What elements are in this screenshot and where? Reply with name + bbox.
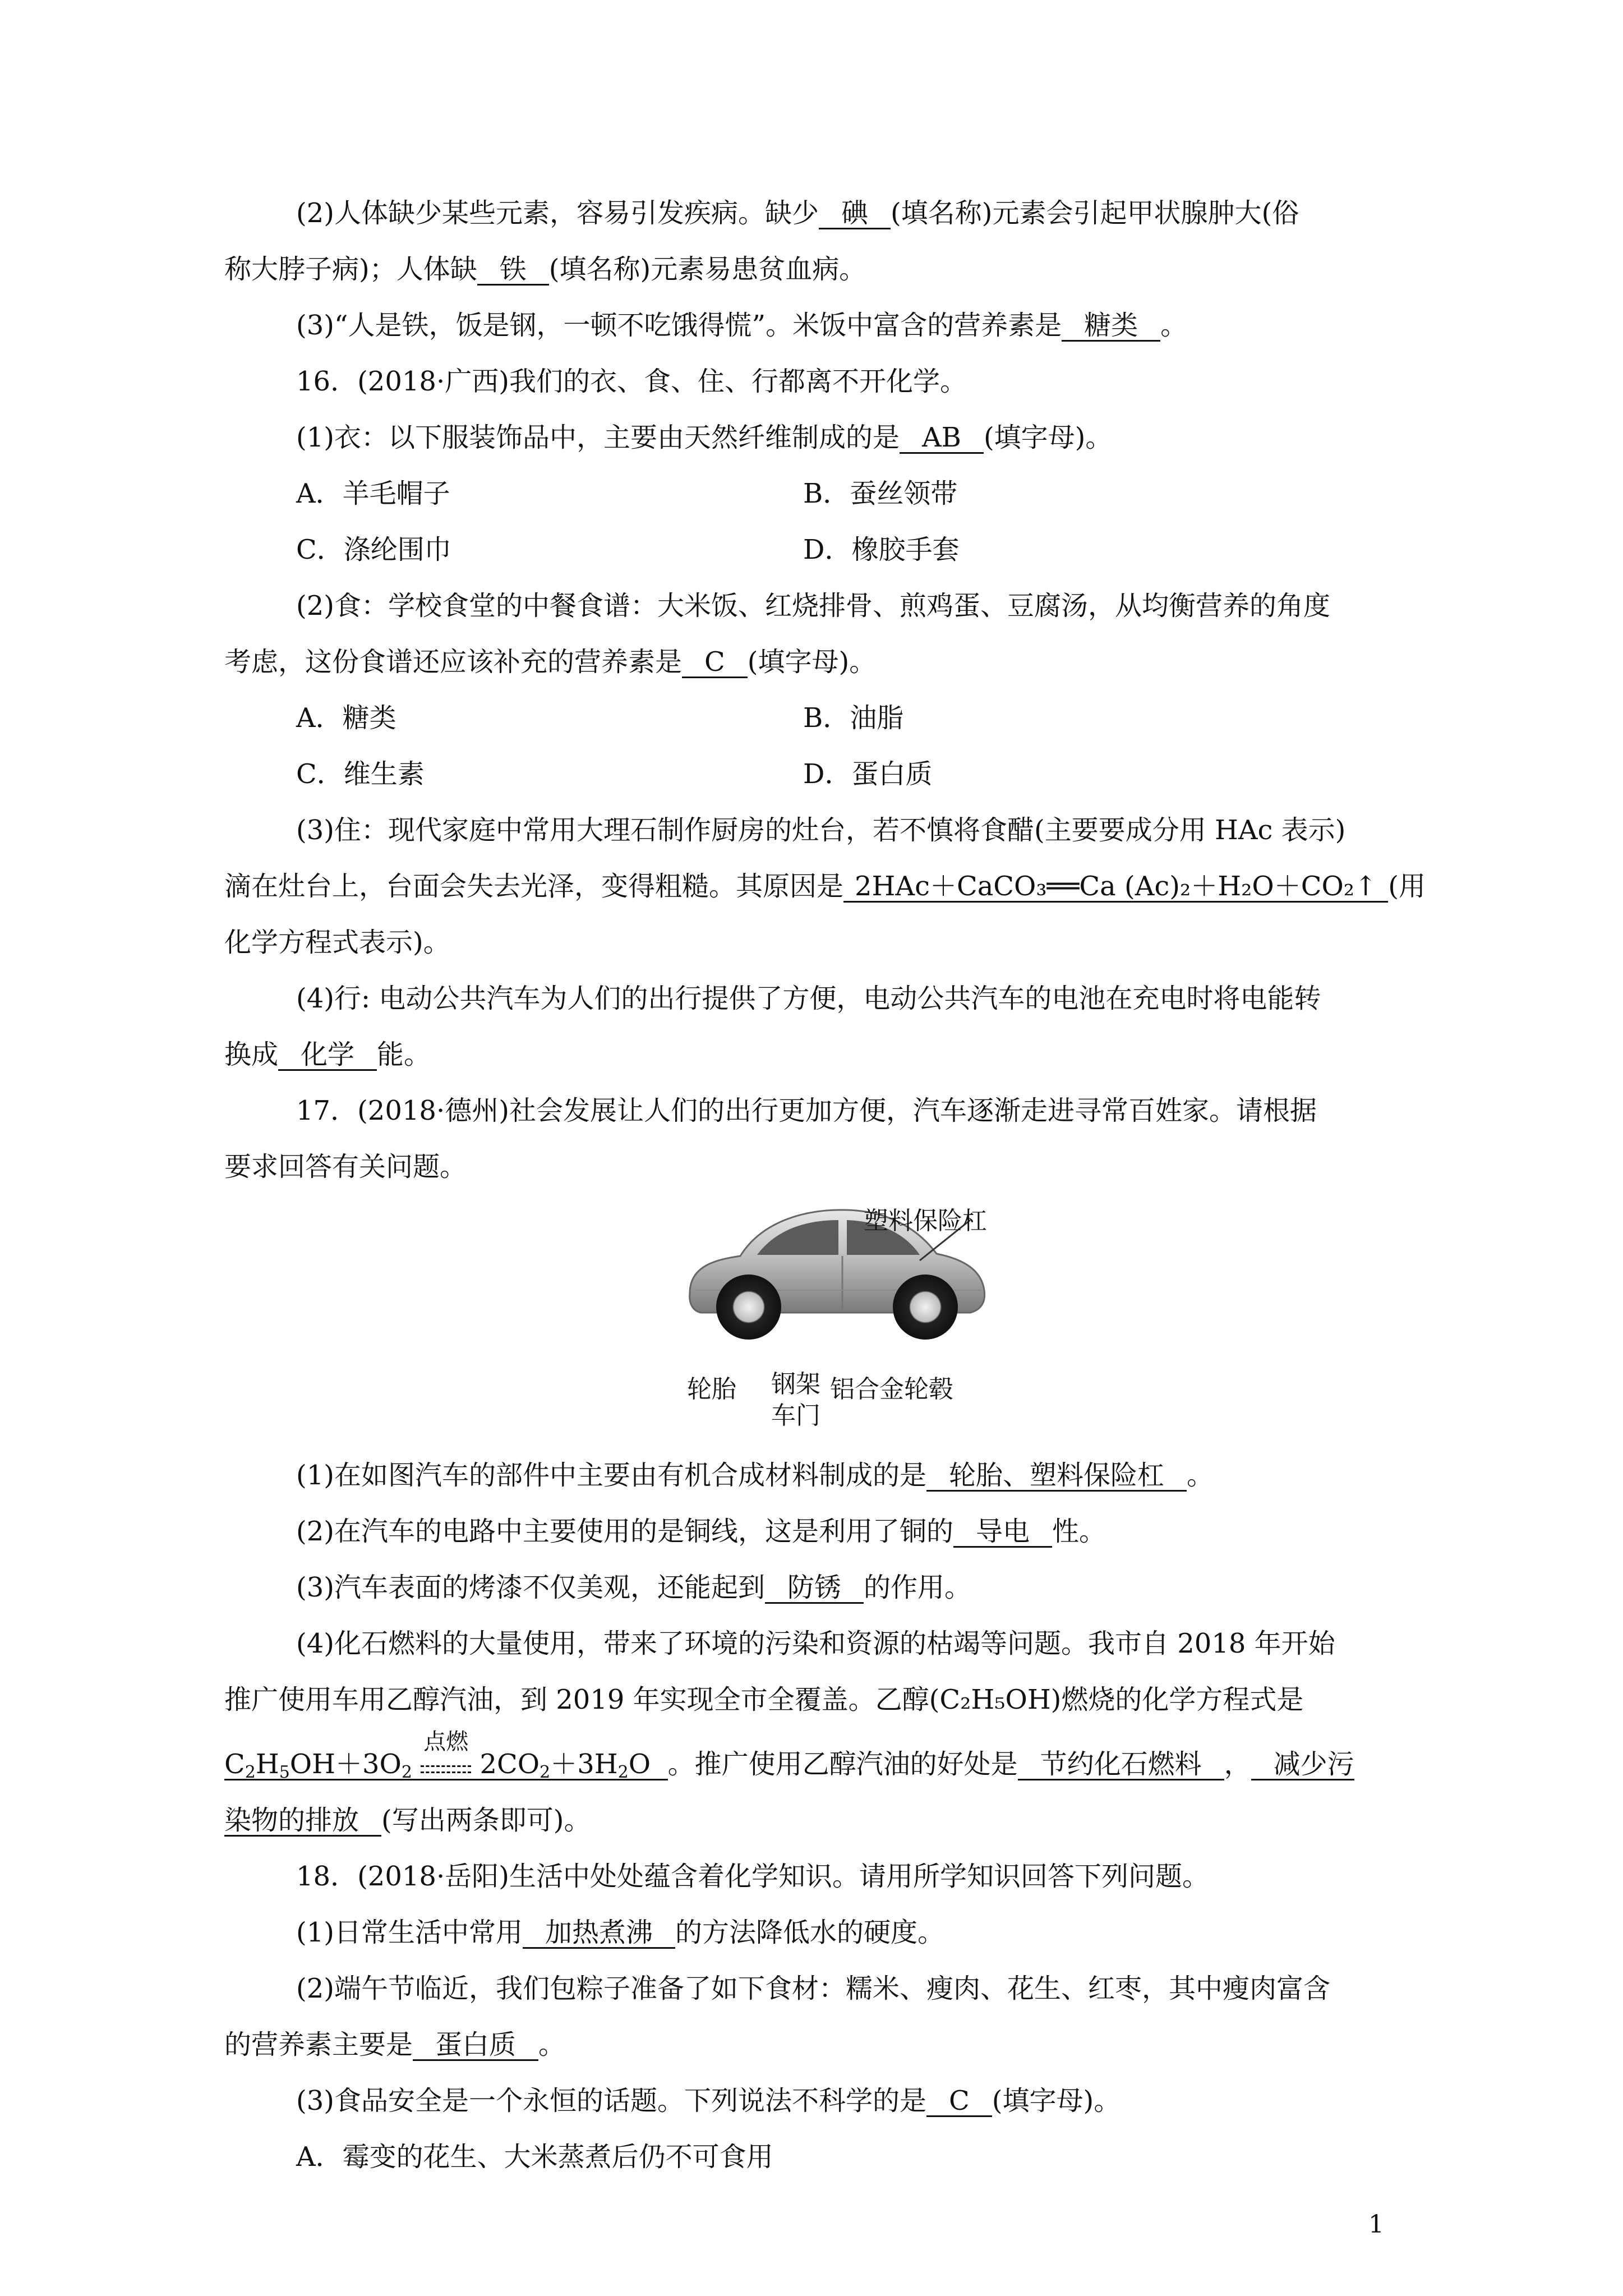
answer-blank: 加热煮沸 (523, 1918, 675, 1949)
q17-part4-line4: 染物的排放 (写出两条即可)。 (224, 1805, 591, 1836)
q17-stem-line2: 要求回答有关问题。 (224, 1151, 467, 1182)
q18-stem: 18．(2018·岳阳)生活中处处蕴含着化学知识。请用所学知识回答下列问题。 (296, 1861, 1209, 1892)
answer-blank: C (682, 647, 748, 678)
q16-part3-line3: 化学方程式表示)。 (224, 927, 450, 958)
q16-stem: 16．(2018·广西)我们的衣、食、住、行都离不开化学。 (296, 366, 967, 397)
answer-blank: AB (900, 423, 984, 454)
q17-part2: (2)在汽车的电路中主要使用的是铜线，这是利用了铜的 导电 性。 (296, 1516, 1106, 1547)
answer-blank: 蛋白质 (413, 2030, 538, 2061)
answer-blank: 减少污 (1251, 1750, 1354, 1780)
q18-part2-line1: (2)端午节临近，我们包粽子准备了如下食材：糯米、瘦肉、花生、红枣，其中瘦肉富含 (296, 1973, 1330, 2004)
answer-blank: 防锈 (765, 1573, 864, 1604)
q16-option-d: D．橡胶手套 (803, 534, 960, 565)
label-steel-door: 钢架 车门 (771, 1370, 820, 1430)
q16-part2-line1: (2)食：学校食堂的中餐食谱：大米饭、红烧排骨、煎鸡蛋、豆腐汤，从均衡营养的角度 (296, 590, 1330, 622)
answer-blank: 节约化石燃料 (1018, 1750, 1224, 1780)
q16-part2-line2: 考虑，这份食谱还应该补充的营养素是 C (填字母)。 (224, 646, 877, 678)
q16-option-b: B．蚕丝领带 (803, 478, 958, 509)
q16-p2-option-c: C．维生素 (296, 758, 425, 790)
q17-part4-line3: $C_2H_5OH+3O_2$ 点燃 $2CO_2+3H_2O$ 。推广使用乙醇汽油的好处是 节约化石燃料 ， 减少污 (224, 1729, 1354, 1782)
label-plastic-bumper: 塑料保险杠 (864, 1207, 987, 1235)
ethanol-equation: $C_2H_5OH+3O_2$ 点燃 $2CO_2+3H_2O$ (224, 1729, 668, 1782)
q16-part4-line2: 换成 化学 能。 (224, 1039, 431, 1070)
q16-part3-line1: (3)住：现代家庭中常用大理石制作厨房的灶台，若不慎将食醋(主要要成分用 HAc 表示) (296, 815, 1346, 846)
q16-p2-option-d: D．蛋白质 (803, 758, 933, 790)
label-tire: 轮胎 (687, 1375, 736, 1404)
answer-blank: 铁 (477, 255, 549, 286)
answer-blank: 导电 (953, 1517, 1052, 1548)
answer-blank: 糖类 (1062, 311, 1160, 342)
q15-part2-line2: 称大脖子病)；人体缺 铁 (填名称)元素易患贫血病。 (224, 254, 866, 285)
q16-option-c: C．涤纶围巾 (296, 534, 451, 565)
q17-part4-line1: (4)化石燃料的大量使用，带来了环境的污染和资源的枯竭等问题。我市自 2018 年开始 (296, 1628, 1335, 1659)
q18-option-a: A．霉变的花生、大米蒸煮后仍不可食用 (296, 2141, 773, 2173)
answer-blank: C (926, 2086, 992, 2117)
q17-part3: (3)汽车表面的烤漆不仅美观，还能起到 防锈 的作用。 (296, 1572, 972, 1603)
q18-part1: (1)日常生活中常用 加热煮沸 的方法降低水的硬度。 (296, 1917, 945, 1948)
equation-answer: 2HAc＋CaCO₃══Ca (Ac)₂＋H₂O＋CO₂↑ (843, 872, 1388, 903)
reaction-condition: 点燃 (421, 1751, 471, 1773)
q17-stem-line1: 17．(2018·德州)社会发展让人们的出行更加方便，汽车逐渐走进寻常百姓家。请根据 (296, 1095, 1317, 1126)
q16-part4-line1: (4)行: 电动公共汽车为人们的出行提供了方便，电动公共汽车的电池在充电时将电能转 (296, 983, 1321, 1014)
q16-option-a: A．羊毛帽子 (296, 478, 450, 509)
q17-part4-line2: 推广使用车用乙醇汽油，到 2019 年实现全市全覆盖。乙醇(C₂H₅OH)燃烧的化学方程式是 (224, 1684, 1304, 1715)
q16-part1: (1)衣：以下服装饰品中，主要由天然纤维制成的是 AB (填字母)。 (296, 422, 1113, 453)
page-number: 1 (1368, 2210, 1384, 2239)
answer-blank: 碘 (819, 199, 891, 229)
q16-part3-line2: 滴在灶台上，台面会失去光泽，变得粗糙。其原因是 2HAc＋CaCO₃══Ca (Ac)₂＋H₂O＋CO₂↑ (用 (224, 871, 1426, 902)
label-aluminum-wheel: 铝合金轮毂 (830, 1375, 953, 1404)
q15-part3: (3)“人是铁，饭是钢，一顿不吃饿得慌”。米饭中富含的营养素是 糖类 。 (296, 310, 1188, 341)
q16-p2-option-b: B．油脂 (803, 702, 904, 734)
q15-part2-line1: (2)人体缺少某些元素，容易引发疾病。缺少 碘 (填名称)元素会引起甲状腺肿大(俗 (296, 197, 1299, 229)
answer-blank: 轮胎、塑料保险杠 (926, 1461, 1187, 1492)
answer-blank: 染物的排放 (224, 1806, 381, 1837)
q18-part2-line2: 的营养素主要是 蛋白质 。 (224, 2029, 566, 2060)
q16-p2-option-a: A．糖类 (296, 702, 396, 734)
q17-part1: (1)在如图汽车的部件中主要由有机合成材料制成的是 轮胎、塑料保险杠 。 (296, 1460, 1214, 1491)
q18-part3: (3)食品安全是一个永恒的话题。下列说法不科学的是 C (填字母)。 (296, 2085, 1121, 2116)
answer-blank: 化学 (278, 1040, 377, 1071)
